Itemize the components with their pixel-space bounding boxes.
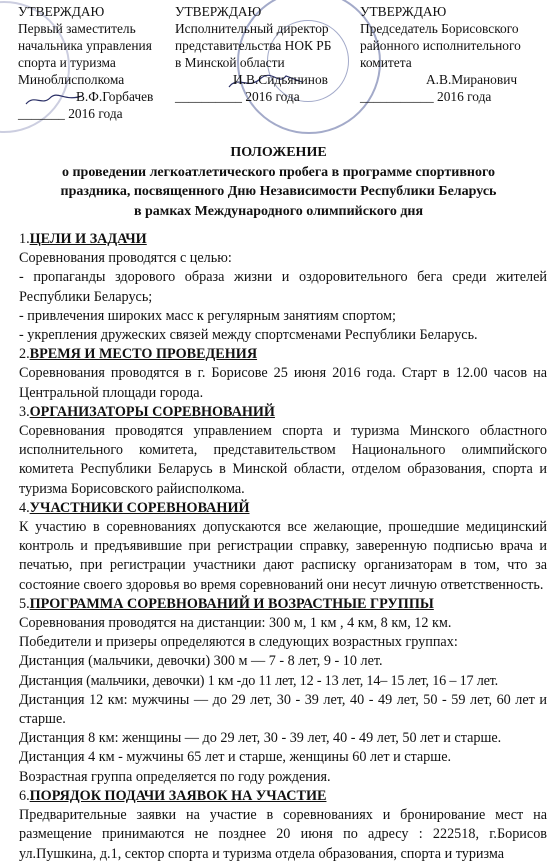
approval-heading: УТВЕРЖДАЮ <box>360 4 447 19</box>
section-5-line: Дистанция 4 км - мужчины 65 лет и старше, женщины 60 лет и старше. <box>19 749 452 766</box>
section-3-text: Соревнования проводятся управлением спорта и туризма Минского областного исполнительного комитета, представительством Национального олимпийского комитета Республики Беларусь в Минской области, отделом образования, спорта и туризма Борисовского райисполкома. <box>19 423 547 497</box>
approval-signature: А.В.Миранович <box>426 72 518 87</box>
approval-signature: В.Ф.Горбачев <box>76 89 154 104</box>
approval-date: 2016 года <box>68 106 123 121</box>
section-5-line: Победители и призеры определяются в следующих возрастных группах: <box>19 634 458 651</box>
approval-block-1: УТВЕРЖДАЮ Первый заместитель начальника управления спорта и туризма Миноблисполкома В.Ф.Горбачев _______ 2016 года <box>18 3 178 122</box>
section-title: ВРЕМЯ И МЕСТО ПРОВЕДЕНИЯ <box>29 346 258 363</box>
title-heading: ПОЛОЖЕНИЕ <box>230 145 327 160</box>
document-body <box>19 229 547 864</box>
section-title: УЧАСТНИКИ СОРЕВНОВАНИЙ <box>29 499 250 516</box>
section-3-heading <box>19 403 547 422</box>
section-title: ПОРЯДОК ПОДАЧИ ЗАЯВОК НА УЧАСТИЕ <box>29 787 327 804</box>
section-title: ПРОГРАММА СОРЕВНОВАНИЙ И ВОЗРАСТНЫЕ ГРУППЫ <box>29 595 434 612</box>
approval-date: 2016 года <box>437 89 492 104</box>
section-1-intro: Соревнования проводятся с целью: <box>19 250 232 267</box>
section-5-line: Соревнования проводятся на дистанции: 300 м, 1 км , 4 км, 8 км, 12 км. <box>19 615 452 632</box>
section-number: 5. <box>19 595 30 612</box>
approval-signature: И.В.Сидьянинов <box>233 72 328 87</box>
approval-line: Исполнительный директор <box>175 21 329 36</box>
approval-line: в Минской области <box>175 55 285 70</box>
section-5-heading <box>19 595 547 614</box>
approval-line: комитета <box>360 55 412 70</box>
section-1-item: - привлечения широких масс к регулярным занятиям спортом; <box>19 307 396 324</box>
section-number: 4. <box>19 499 30 516</box>
approval-block-3: УТВЕРЖДАЮ Председатель Борисовского районного исполнительного комитета А.В.Миранович ___________ 2016 года <box>360 3 550 105</box>
approval-line: районного исполнительного <box>360 38 521 53</box>
section-5-line: Возрастная группа определяется по году рождения. <box>19 768 331 785</box>
approval-line: начальника управления <box>18 38 152 53</box>
approval-line: Первый заместитель <box>18 21 136 36</box>
section-number: 3. <box>19 403 30 420</box>
approval-line: Председатель Борисовского <box>360 21 519 36</box>
section-number: 1. <box>19 231 30 247</box>
section-1-item: - укрепления дружеских связей между спортсменами Республики Беларусь. <box>19 327 478 344</box>
section-5-line: Дистанция (мальчики, девочки) 300 м — 7 - 8 лет, 9 - 10 лет. <box>19 653 383 670</box>
approval-line: Миноблисполкома <box>18 72 125 87</box>
approval-block-2: УТВЕРЖДАЮ Исполнительный директор представительства НОК РБ в Минской области И.В.Сидьянинов __________ 2016 года <box>175 3 355 105</box>
section-number: 6. <box>19 787 30 804</box>
section-2-text: Соревнования проводятся в г. Борисове 25 июня 2016 года. Старт в 12.00 часов на Центральной площади города. <box>19 365 547 401</box>
approval-date: 2016 года <box>245 89 300 104</box>
section-1-heading <box>19 230 547 249</box>
approval-line: спорта и туризма <box>18 55 116 70</box>
approval-heading: УТВЕРЖДАЮ <box>175 4 262 19</box>
section-title: ЦЕЛИ И ЗАДАЧИ <box>29 231 147 247</box>
document-title <box>0 143 557 221</box>
section-4-heading <box>19 499 547 518</box>
section-2-heading <box>19 345 547 364</box>
approval-line: представительства НОК РБ <box>175 38 332 53</box>
title-line: в рамках Международного олимпийского дня <box>133 203 424 219</box>
section-5-line: Дистанция 8 км: женщины — до 29 лет, 30 - 39 лет, 40 - 49 лет, 50 лет и старше. <box>19 730 502 747</box>
section-5-line: Дистанция 12 км: мужчины — до 29 лет, 30 - 39 лет, 40 - 49 лет, 50 - 59 лет, 60 лет и старше. <box>19 691 547 728</box>
section-6-text: Предварительные заявки на участие в соревнованиях и бронирование мест на размещение принимаются не позднее 20 июня по адресу : 222518, г.Борисов ул.Пушкина, д.1, сектор спорта и туризма отдела образования, спорта и туризма <box>19 807 547 862</box>
section-title: ОРГАНИЗАТОРЫ СОРЕВНОВАНИЙ <box>29 403 275 420</box>
section-4-text: К участию в соревнованиях допускаются все желающие, прошедшие медицинский контроль и предъявившие при регистрации справку, заверенную подписью врача и печатью, при регистрации участники дают расписку организаторам в том, что за состояние своего здоровья во время соревнований они несут личную ответственность. <box>19 519 547 593</box>
section-5-line: Дистанция (мальчики, девочки) 1 км -до 11 лет, 12 - 13 лет, 14– 15 лет, 16 – 17 лет. <box>19 672 498 689</box>
section-1-item: - пропаганды здорового образа жизни и оздоровительного бега среди жителей Республики Беларусь; <box>19 269 547 305</box>
section-6-heading <box>19 787 547 806</box>
title-line: праздника, посвященного Дню Независимости Республики Беларусь <box>60 184 497 199</box>
approval-heading: УТВЕРЖДАЮ <box>18 4 105 19</box>
title-line: о проведении легкоатлетического пробега в программе спортивного <box>61 164 495 180</box>
section-number: 2. <box>19 346 30 363</box>
